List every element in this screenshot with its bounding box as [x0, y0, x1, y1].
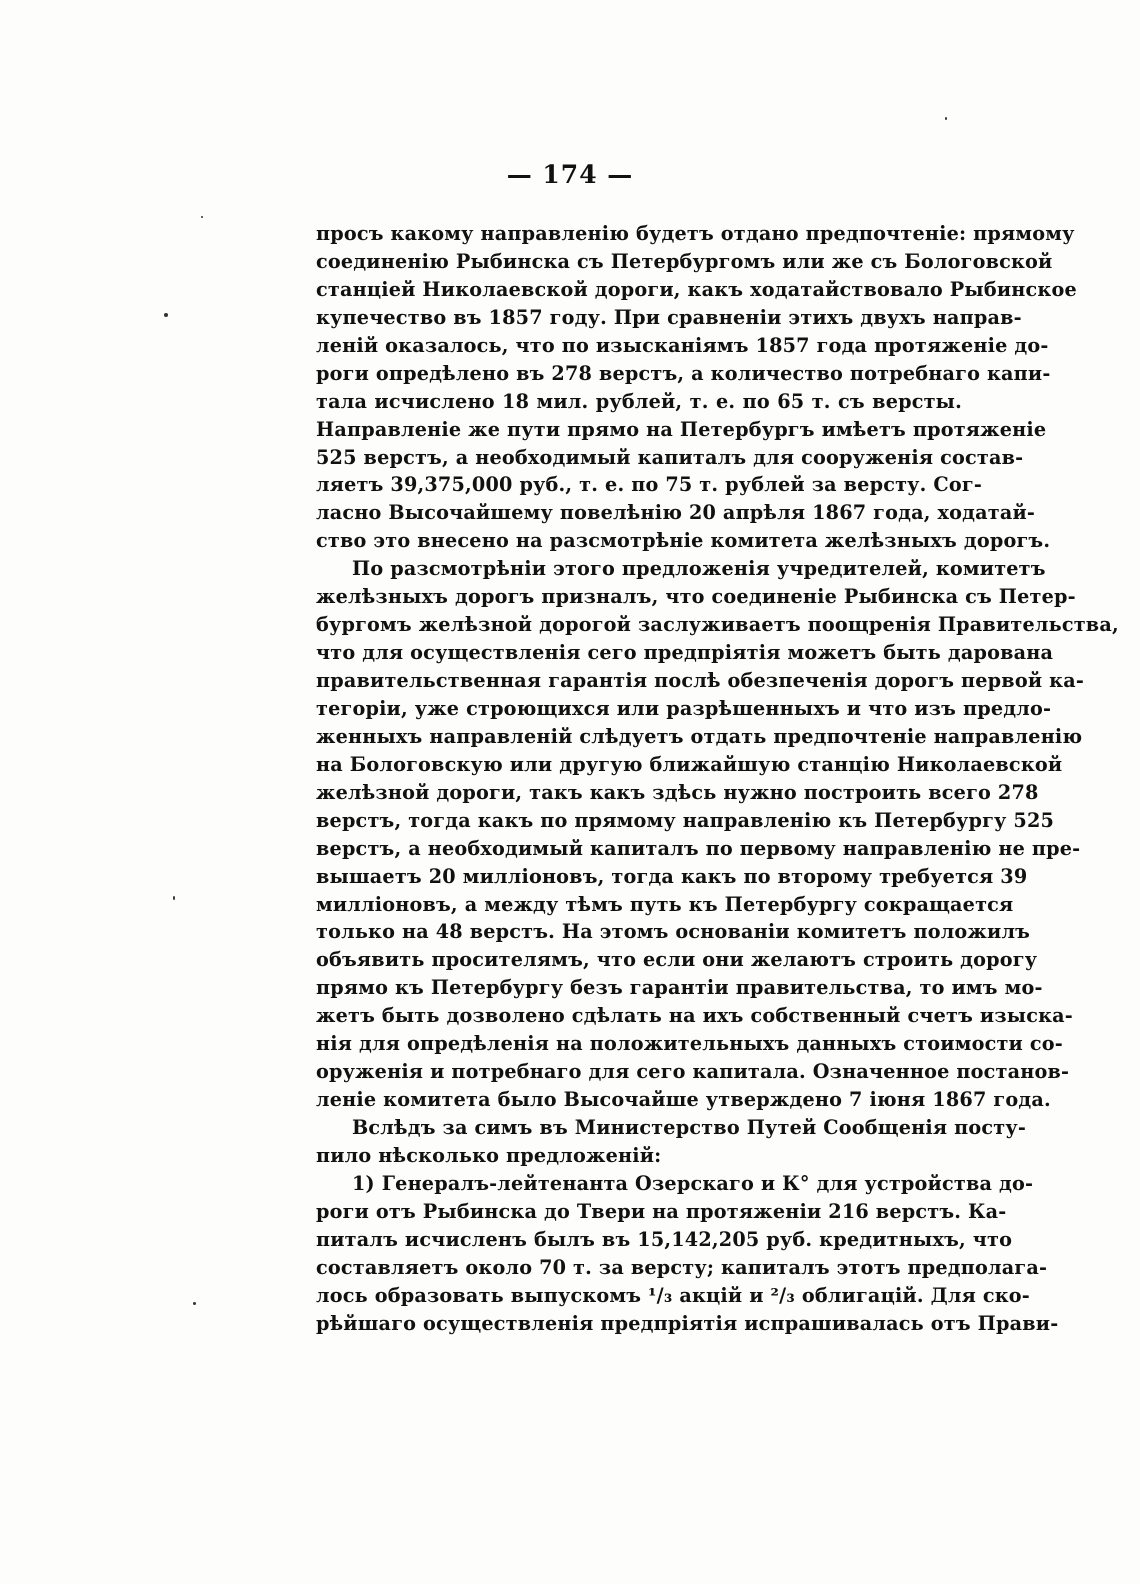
text-line: 525 верстъ, а необходимый капиталъ для сооруженія состав-: [316, 445, 1024, 469]
text-line: купечество въ 1857 году. При сравненіи этихъ двухъ направ-: [316, 305, 1022, 329]
scan-speck: [164, 313, 168, 317]
text-line: женныхъ направленій слѣдуетъ отдать предпочтеніе направленію: [316, 724, 1083, 748]
text-line: просъ какому направленію будетъ отдано предпочтеніе: прямому: [316, 222, 1075, 245]
text-line: леній оказалось, что по изысканіямъ 1857 года протяженіе до-: [316, 333, 1049, 357]
text-line: лось образовать выпускомъ ¹/₃ акцій и ²/₃ облигацій. Для ско-: [316, 1283, 1030, 1307]
text-line: правительственная гарантія послѣ обезпеченія дорогъ первой ка-: [316, 669, 1084, 692]
scan-speck: [201, 216, 203, 218]
text-line: леніе комитета было Высочайше утверждено 7 іюня 1867 года.: [316, 1088, 1051, 1112]
text-line: рѣйшаго осуществленія предпріятія испрашивалась отъ Прави-: [316, 1311, 1059, 1335]
text-line: жетъ быть дозволено сдѣлать на ихъ собственный счетъ изыска-: [316, 1004, 1073, 1028]
text-line: тегоріи, уже строющихся или разрѣшенныхъ и что изъ предло-: [316, 696, 1052, 720]
text-line: что для осуществленія сего предпріятія можетъ быть дарована: [316, 641, 1054, 665]
text-line: на Бологовскую или другую ближайшую станцію Николаевской: [316, 752, 1063, 776]
text-line: только на 48 верстъ. На этомъ основаніи комитетъ положилъ: [316, 920, 1031, 944]
text-line: прямо къ Петербургу безъ гарантіи правительства, то имъ мо-: [316, 976, 1043, 1000]
text-line: тала исчислено 18 мил. рублей, т. е. по 65 т. съ версты.: [316, 389, 962, 413]
text-line: По разсмотрѣніи этого предложенія учредителей, комитетъ: [352, 557, 1046, 581]
scan-speck: [193, 1302, 196, 1305]
body-text: [316, 220, 1119, 1338]
text-line: Направленіе же пути прямо на Петербургъ имѣетъ протяженіе: [316, 417, 1047, 441]
text-line: оруженія и потребнаго для сего капитала. Означенное постанов-: [316, 1060, 1070, 1084]
text-line: питалъ исчисленъ былъ въ 15,142,205 руб. кредитныхъ, что: [316, 1227, 1013, 1251]
text-line: желѣзныхъ дорогъ призналъ, что соединеніе Рыбинска съ Петер-: [316, 585, 1076, 609]
text-line: роги отъ Рыбинска до Твери на протяженіи 216 верстъ. Ка-: [316, 1199, 1007, 1223]
text-line: соединенію Рыбинска съ Петербургомъ или же съ Бологовской: [316, 249, 1053, 273]
text-line: верстъ, тогда какъ по прямому направленію къ Петербургу 525: [316, 808, 1055, 832]
text-line: милліоновъ, а между тѣмъ путь къ Петербургу сокращается: [316, 892, 1014, 916]
text-line: ство это внесено на разсмотрѣніе комитета желѣзныхъ дорогъ.: [316, 529, 1051, 553]
page-number: — 174 —: [506, 160, 634, 189]
text-line: станціей Николаевской дороги, какъ ходатайствовало Рыбинское: [316, 277, 1077, 301]
text-line: Вслѣдъ за симъ въ Министерство Путей Сообщенія посту-: [352, 1116, 1026, 1139]
text-line: верстъ, а необходимый капиталъ по первому направленію не пре-: [316, 836, 1081, 860]
text-line: ляетъ 39,375,000 руб., т. е. по 75 т. рублей за версту. Сог-: [316, 473, 983, 497]
text-line: пило нѣсколько предложеній:: [316, 1143, 662, 1167]
text-line: бургомъ желѣзной дорогой заслуживаетъ поощренія Правительства,: [316, 613, 1119, 637]
text-line: желѣзной дороги, такъ какъ здѣсь нужно построить всего 278: [316, 780, 1039, 804]
text-line: роги опредѣлено въ 278 верстъ, а количество потребнаго капи-: [316, 361, 1051, 385]
text-line: объявить просителямъ, что если они желаютъ строить дорогу: [316, 948, 1038, 972]
scan-speck: [173, 896, 175, 900]
text-line: ласно Высочайшему повелѣнію 20 апрѣля 1867 года, ходатай-: [316, 501, 1036, 525]
text-line: 1) Генералъ-лейтенанта Озерскаго и К° для устройства до-: [352, 1171, 1034, 1195]
text-line: нія для опредѣленія на положительныхъ данныхъ стоимости со-: [316, 1032, 1063, 1056]
scan-speck: [945, 117, 947, 120]
text-line: составляетъ около 70 т. за версту; капиталъ этотъ предполага-: [316, 1255, 1048, 1279]
text-line: вышаетъ 20 милліоновъ, тогда какъ по второму требуется 39: [316, 864, 1028, 888]
